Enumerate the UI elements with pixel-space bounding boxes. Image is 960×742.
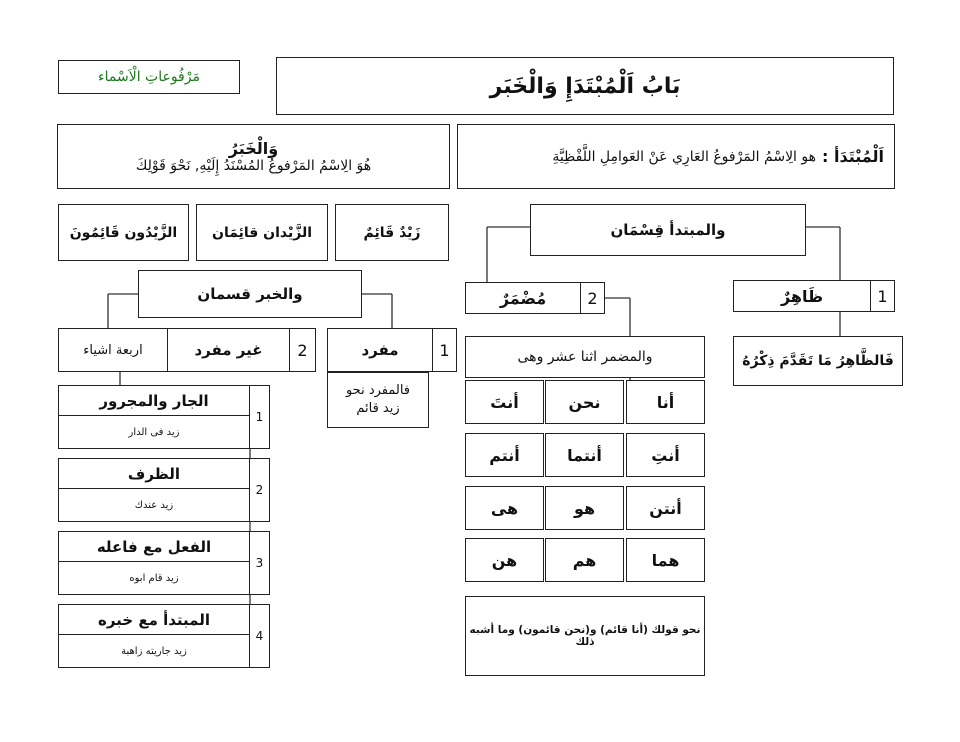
khabar-example-3 [58,204,189,261]
pronoun-example-text: نحو قولك (أنا قائم) و(نحن قائمون) وما أشبه ذلك [469,624,701,648]
ghair-mufrad-type [58,531,270,595]
mubtada-divisions-title-text: والمبتدأ قِسْمَان [610,221,726,239]
type-example: زيد قام ابوه [129,572,179,584]
ghair-mufrad-type [58,604,270,668]
pronoun-cell: هى [465,486,544,530]
khabar-definition [57,124,450,189]
khabar-divisions-title [138,270,362,318]
mudmar-description [465,336,705,378]
zahir-description-text: فَالظَّاهِرُ مَا تَقَدَّمَ ذِكْرُهُ [742,353,894,369]
pronoun-cell: نحن [545,380,624,424]
mufrad-example-line1: فالمفرد نحو [345,383,411,399]
ghair-mufrad-type [58,458,270,522]
type-example: زيد عندك [134,499,174,511]
khabar-divisions-title-text: والخبر قسمان [197,285,303,303]
zahir-description [733,336,903,386]
pronoun-cell: هن [465,538,544,582]
type-number: 2 [249,459,269,521]
khabar-example-1 [335,204,449,261]
pronoun-cell: هما [626,538,705,582]
pronoun-cell: أنتن [626,486,705,530]
pronoun-cell: أنا [626,380,705,424]
category-label-text: مَرْفُوعاتِ الْاَسْماء [98,69,200,85]
ghair-mufrad-number: 2 [289,329,315,371]
mudmar-label: مُضْمَرٌ [499,288,547,308]
type-number: 3 [249,532,269,594]
mufrad-example-line2: زيد قائم [356,401,400,416]
type-title: الفعل مع فاعله [59,532,249,562]
type-example: زيد جاريته زاهبة [121,645,187,657]
pronoun-cell: أنتما [545,433,624,477]
pronoun-cell: هم [545,538,624,582]
khabar-example-1-text: زَيْدٌ قَائِمٌ [363,224,421,241]
khabar-term: وَالْخَبَرُ [228,139,279,158]
mubtada-divisions-title [530,204,806,256]
zahir-number: 1 [870,281,894,311]
khabar-example-2 [196,204,328,261]
mufrad-label: مفرد [361,341,399,359]
mubtada-term: اَلْمُبْتَدَأ : [822,147,884,166]
ghair-mufrad-note: اربعة اشياء [83,342,143,358]
pronoun-cell: أنتِ [626,433,705,477]
type-title: الظرف [59,459,249,489]
zahir-box [733,280,895,312]
mudmar-number: 2 [580,283,604,313]
type-title: المبتدأ مع خبره [59,605,249,635]
mudmar-description-text: والمضمر اثنا عشر وهى [517,349,653,365]
mubtada-definition-text: هو الِاسْمُ المَرْفوعُ العَارِي عَنْ العَوامِلِ اللَّفْظِيَّةِ [552,148,817,165]
pronoun-cell: هو [545,486,624,530]
mufrad-example [327,372,429,428]
pronoun-example [465,596,705,676]
category-label [58,60,240,94]
type-example: زيد فى الدار [128,426,180,438]
mufrad-box [327,328,457,372]
type-number: 4 [249,605,269,667]
pronoun-cell: أنتم [465,433,544,477]
mufrad-number: 1 [432,329,456,371]
ghair-mufrad-label: غير مفرد [167,329,289,371]
type-title: الجار والمجرور [59,386,249,416]
mudmar-box [465,282,605,314]
ghair-mufrad-type [58,385,270,449]
main-title [276,57,894,115]
pronoun-cell: أنتَ [465,380,544,424]
zahir-label: ظَاهِرٌ [780,286,824,306]
type-number: 1 [249,386,269,448]
mubtada-definition [457,124,895,189]
khabar-definition-text: هُوَ الِاسْمُ المَرْفوعُ المُسْنَدُ إِلَيْهِ, نَحْوَ قَوْلِكَ [135,158,372,174]
khabar-example-2-text: الزَّيْدان قائِمَان [212,224,313,241]
ghair-mufrad-box [58,328,316,372]
khabar-example-3-text: الزَّيْدُون قَائِمُونَ [69,224,178,241]
main-title-text: بَابُ اَلْمُبْتَدَإِ وَالْخَبَر [489,73,681,99]
